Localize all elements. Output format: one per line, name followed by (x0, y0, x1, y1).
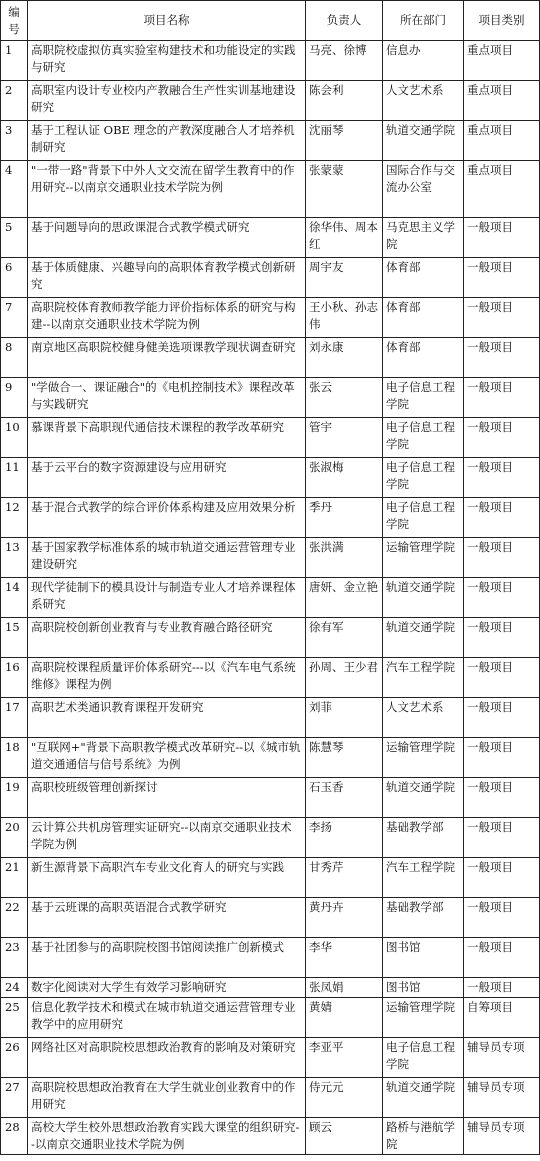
cell-project-name: 慕课背景下高职现代通信技术课程的教学改革研究 (28, 418, 306, 458)
table-row (1, 978, 540, 998)
cell-project-type: 重点项目 (464, 81, 540, 121)
cell-project-name: 高职院校课程质量评价体系研究---以《汽车电气系统维修》课程为例 (28, 658, 306, 698)
cell-leader: 沈丽琴 (306, 121, 383, 161)
cell-department: 运输管理学院 (383, 738, 464, 778)
cell-project-type: 一般项目 (464, 898, 540, 938)
table-row (1, 161, 540, 218)
cell-department: 基础教学部 (383, 818, 464, 858)
cell-number: 26 (1, 1038, 28, 1078)
cell-project-name: 网络社区对高职院校思想政治教育的影响及对策研究 (28, 1038, 306, 1078)
cell-project-name: 现代学徒制下的模具设计与制造专业人才培养课程体系研究 (28, 578, 306, 618)
cell-leader: 李扬 (306, 818, 383, 858)
cell-project-name: "互联网+"背景下高职教学模式改革研究--以《城市轨道交通通信与信号系统》为例 (28, 738, 306, 778)
cell-number: 20 (1, 818, 28, 858)
cell-number: 8 (1, 338, 28, 378)
cell-number: 16 (1, 658, 28, 698)
cell-department: 轨道交通学院 (383, 578, 464, 618)
cell-leader: 马亮、徐博 (306, 41, 383, 81)
cell-project-type: 自筹项目 (464, 998, 540, 1038)
cell-department: 汽车工程学院 (383, 658, 464, 698)
cell-number: 9 (1, 378, 28, 418)
cell-leader: 顾云 (306, 1118, 383, 1155)
cell-project-name: 基于工程认证 OBE 理念的产教深度融合人才培养机制研究 (28, 121, 306, 161)
cell-project-name: 高校大学生校外思想政治教育实践大课堂的组织研究--以南京交通职业技术学院为例 (28, 1118, 306, 1155)
cell-number: 17 (1, 698, 28, 738)
cell-project-type: 辅导员专项 (464, 1038, 540, 1078)
cell-department: 电子信息工程学院 (383, 458, 464, 498)
cell-department: 电子信息工程学院 (383, 1038, 464, 1078)
cell-project-type: 重点项目 (464, 161, 540, 218)
table-row (1, 498, 540, 538)
cell-leader: 李华 (306, 938, 383, 978)
cell-department: 轨道交通学院 (383, 121, 464, 161)
table-row (1, 898, 540, 938)
table-row (1, 458, 540, 498)
cell-project-name: 基于混合式教学的综合评价体系构建及应用效果分析 (28, 498, 306, 538)
cell-project-name: 基于体质健康、兴趣导向的高职体育教学模式创新研究 (28, 258, 306, 298)
header-leader: 负责人 (306, 1, 383, 41)
cell-project-type: 辅导员专项 (464, 1118, 540, 1155)
cell-project-type: 一般项目 (464, 658, 540, 698)
cell-project-type: 一般项目 (464, 418, 540, 458)
cell-department: 电子信息工程学院 (383, 378, 464, 418)
cell-project-type: 一般项目 (464, 538, 540, 578)
cell-department: 电子信息工程学院 (383, 418, 464, 458)
cell-project-name: "一带一路"背景下中外人文交流在留学生教育中的作用研究--以南京交通职业技术学院为例 (28, 161, 306, 218)
header-number: 编号 (1, 1, 28, 41)
cell-number: 12 (1, 498, 28, 538)
cell-project-type: 一般项目 (464, 218, 540, 258)
cell-leader: 张蒙蒙 (306, 161, 383, 218)
cell-project-name: 高职院校虚拟仿真实验室构建技术和功能设定的实践与研究 (28, 41, 306, 81)
header-project-name: 项目名称 (28, 1, 306, 41)
cell-leader: 刘菲 (306, 698, 383, 738)
cell-leader: 孙周、王少君 (306, 658, 383, 698)
cell-project-type: 一般项目 (464, 298, 540, 338)
cell-project-name: 高职院校创新创业教育与专业教育融合路径研究 (28, 618, 306, 658)
table-row (1, 1078, 540, 1118)
cell-number: 28 (1, 1118, 28, 1155)
cell-number: 3 (1, 121, 28, 161)
cell-project-type: 一般项目 (464, 458, 540, 498)
cell-number: 7 (1, 298, 28, 338)
cell-project-name: 基于问题导向的思政课混合式教学模式研究 (28, 218, 306, 258)
table-row (1, 418, 540, 458)
cell-number: 21 (1, 858, 28, 898)
table-row (1, 618, 540, 658)
cell-department: 运输管理学院 (383, 538, 464, 578)
cell-number: 15 (1, 618, 28, 658)
cell-project-type: 一般项目 (464, 378, 540, 418)
cell-leader: 侍元元 (306, 1078, 383, 1118)
header-department: 所在部门 (383, 1, 464, 41)
cell-project-name: 数字化阅读对大学生有效学习影响研究 (28, 978, 306, 998)
table-row (1, 258, 540, 298)
cell-number: 2 (1, 81, 28, 121)
table-row (1, 1038, 540, 1078)
table-row (1, 778, 540, 818)
cell-project-type: 一般项目 (464, 738, 540, 778)
table-row (1, 738, 540, 778)
cell-leader: 石玉香 (306, 778, 383, 818)
table-row (1, 41, 540, 81)
cell-project-name: 基于社团参与的高职院校图书馆阅读推广创新模式 (28, 938, 306, 978)
cell-number: 6 (1, 258, 28, 298)
cell-project-name: 南京地区高职院校健身健美选项课教学现状调查研究 (28, 338, 306, 378)
cell-number: 1 (1, 41, 28, 81)
cell-leader: 管宇 (306, 418, 383, 458)
cell-number: 22 (1, 898, 28, 938)
cell-department: 路桥与港航学院 (383, 1118, 464, 1155)
cell-project-type: 一般项目 (464, 338, 540, 378)
cell-leader: 黄丹卉 (306, 898, 383, 938)
cell-project-name: 云计算公共机房管理实证研究--以南京交通职业技术学院为例 (28, 818, 306, 858)
cell-department: 基础教学部 (383, 898, 464, 938)
cell-project-type: 一般项目 (464, 258, 540, 298)
cell-project-name: 基于国家教学标准体系的城市轨道交通运营管理专业建设研究 (28, 538, 306, 578)
table-header-row (1, 1, 540, 41)
cell-project-type: 辅导员专项 (464, 1078, 540, 1118)
cell-project-name: 高职艺术类通识教育课程开发研究 (28, 698, 306, 738)
cell-department: 运输管理学院 (383, 998, 464, 1038)
table-row (1, 1118, 540, 1155)
cell-department: 体育部 (383, 338, 464, 378)
cell-project-type: 一般项目 (464, 818, 540, 858)
cell-leader: 张洪满 (306, 538, 383, 578)
cell-department: 体育部 (383, 258, 464, 298)
cell-project-name: 基于云班课的高职英语混合式教学研究 (28, 898, 306, 938)
table-row (1, 578, 540, 618)
table-row (1, 858, 540, 898)
cell-project-type: 一般项目 (464, 858, 540, 898)
cell-department: 电子信息工程学院 (383, 498, 464, 538)
cell-number: 27 (1, 1078, 28, 1118)
cell-leader: 陈慧琴 (306, 738, 383, 778)
table-row (1, 658, 540, 698)
table-row (1, 338, 540, 378)
table-row (1, 538, 540, 578)
cell-number: 14 (1, 578, 28, 618)
cell-leader: 唐妍、金立艳 (306, 578, 383, 618)
cell-leader: 季丹 (306, 498, 383, 538)
cell-leader: 李亚平 (306, 1038, 383, 1078)
cell-leader: 陈会利 (306, 81, 383, 121)
cell-leader: 黄婧 (306, 998, 383, 1038)
cell-leader: 王小秋、孙志伟 (306, 298, 383, 338)
cell-leader: 徐华伟、周本红 (306, 218, 383, 258)
cell-leader: 徐有军 (306, 618, 383, 658)
cell-department: 马克思主义学院 (383, 218, 464, 258)
cell-project-type: 重点项目 (464, 41, 540, 81)
cell-number: 11 (1, 458, 28, 498)
cell-department: 信息办 (383, 41, 464, 81)
table-body (1, 41, 540, 1155)
header-project-type: 项目类别 (464, 1, 540, 41)
cell-project-type: 一般项目 (464, 698, 540, 738)
cell-department: 轨道交通学院 (383, 618, 464, 658)
cell-project-name: 高职院校思想政治教育在大学生就业创业教育中的作用研究 (28, 1078, 306, 1118)
cell-project-name: 高职院校体育教师教学能力评价指标体系的研究与构建--以南京交通职业技术学院为例 (28, 298, 306, 338)
table-row (1, 998, 540, 1038)
cell-number: 13 (1, 538, 28, 578)
cell-project-name: 信息化教学技术和模式在城市轨道交通运营管理专业教学中的应用研究 (28, 998, 306, 1038)
table-row (1, 938, 540, 978)
table-row (1, 698, 540, 738)
cell-project-type: 一般项目 (464, 778, 540, 818)
cell-number: 25 (1, 998, 28, 1038)
table-row (1, 218, 540, 258)
cell-project-name: "学做合一、课证融合"的《电机控制技术》课程改革与实践研究 (28, 378, 306, 418)
cell-department: 人文艺术系 (383, 698, 464, 738)
cell-leader: 张凤娟 (306, 978, 383, 998)
table-row (1, 818, 540, 858)
cell-department: 轨道交通学院 (383, 1078, 464, 1118)
cell-project-type: 一般项目 (464, 498, 540, 538)
cell-number: 10 (1, 418, 28, 458)
cell-project-type: 重点项目 (464, 121, 540, 161)
cell-number: 23 (1, 938, 28, 978)
cell-leader: 张淑梅 (306, 458, 383, 498)
table-row (1, 81, 540, 121)
cell-leader: 周宇友 (306, 258, 383, 298)
cell-department: 图书馆 (383, 978, 464, 998)
cell-project-type: 一般项目 (464, 978, 540, 998)
table-row (1, 298, 540, 338)
cell-department: 国际合作与交流办公室 (383, 161, 464, 218)
cell-project-name: 基于云平台的数字资源建设与应用研究 (28, 458, 306, 498)
cell-project-type: 一般项目 (464, 578, 540, 618)
cell-number: 19 (1, 778, 28, 818)
cell-department: 轨道交通学院 (383, 778, 464, 818)
cell-leader: 刘永康 (306, 338, 383, 378)
cell-project-name: 高职室内设计专业校内产教融合生产性实训基地建设研究 (28, 81, 306, 121)
cell-number: 18 (1, 738, 28, 778)
cell-project-type: 一般项目 (464, 938, 540, 978)
cell-department: 人文艺术系 (383, 81, 464, 121)
table-row (1, 378, 540, 418)
cell-department: 汽车工程学院 (383, 858, 464, 898)
cell-leader: 张云 (306, 378, 383, 418)
cell-project-type: 一般项目 (464, 618, 540, 658)
cell-leader: 甘秀芹 (306, 858, 383, 898)
table-row (1, 121, 540, 161)
cell-department: 体育部 (383, 298, 464, 338)
cell-department: 图书馆 (383, 938, 464, 978)
cell-number: 4 (1, 161, 28, 218)
cell-project-name: 高职校班级管理创新探讨 (28, 778, 306, 818)
cell-project-name: 新生源背景下高职汽车专业文化育人的研究与实践 (28, 858, 306, 898)
cell-number: 24 (1, 978, 28, 998)
cell-number: 5 (1, 218, 28, 258)
